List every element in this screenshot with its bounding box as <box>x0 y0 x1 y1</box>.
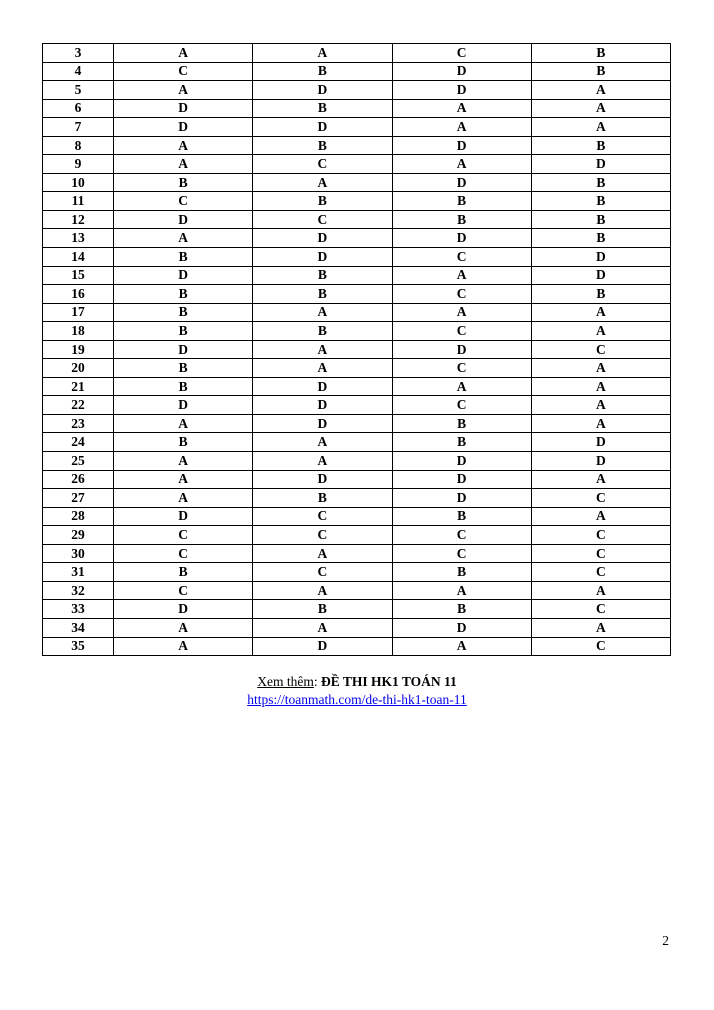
table-row <box>43 118 671 137</box>
answer-cell: D <box>253 248 392 267</box>
answer-cell: A <box>114 81 253 100</box>
answer-cell: C <box>531 489 670 508</box>
question-number-cell: 35 <box>43 637 114 656</box>
answer-cell: A <box>531 118 670 137</box>
answer-cell: A <box>392 118 531 137</box>
question-number-cell: 11 <box>43 192 114 211</box>
question-number-cell: 34 <box>43 618 114 637</box>
see-more-link-line <box>0 691 714 709</box>
answer-cell: A <box>114 470 253 489</box>
exam-link[interactable]: https://toanmath.com/de-thi-hk1-toan-11 <box>247 692 467 707</box>
answer-cell: A <box>531 99 670 118</box>
question-number-cell: 7 <box>43 118 114 137</box>
question-number-cell: 29 <box>43 526 114 545</box>
answer-cell: B <box>114 322 253 341</box>
table-row <box>43 340 671 359</box>
answer-cell: B <box>531 192 670 211</box>
answer-cell: D <box>392 489 531 508</box>
answer-cell: D <box>253 470 392 489</box>
answer-cell: D <box>392 81 531 100</box>
table-row <box>43 637 671 656</box>
question-number-cell: 6 <box>43 99 114 118</box>
answer-cell: B <box>531 136 670 155</box>
answer-cell: D <box>114 396 253 415</box>
answer-cell: C <box>253 563 392 582</box>
table-row <box>43 544 671 563</box>
answer-cell: B <box>253 285 392 304</box>
table-row <box>43 173 671 192</box>
answer-cell: A <box>531 470 670 489</box>
question-number-cell: 13 <box>43 229 114 248</box>
table-row <box>43 452 671 471</box>
answer-cell: A <box>531 396 670 415</box>
question-number-cell: 33 <box>43 600 114 619</box>
answer-cell: A <box>531 414 670 433</box>
question-number-cell: 15 <box>43 266 114 285</box>
question-number-cell: 14 <box>43 248 114 267</box>
answer-cell: D <box>392 136 531 155</box>
answer-cell: C <box>531 600 670 619</box>
table-row <box>43 563 671 582</box>
answer-cell: C <box>531 526 670 545</box>
table-row <box>43 414 671 433</box>
answer-cell: C <box>392 44 531 63</box>
answer-cell: A <box>531 359 670 378</box>
answer-cell: C <box>392 396 531 415</box>
answer-cell: D <box>531 155 670 174</box>
answer-cell: D <box>114 340 253 359</box>
page-number: 2 <box>662 933 669 948</box>
answer-cell: B <box>114 173 253 192</box>
table-row <box>43 359 671 378</box>
answer-cell: B <box>253 99 392 118</box>
answer-cell: A <box>114 414 253 433</box>
table-row <box>43 396 671 415</box>
answer-cell: D <box>531 452 670 471</box>
answer-cell: D <box>253 377 392 396</box>
table-row <box>43 377 671 396</box>
answer-cell: B <box>114 359 253 378</box>
answer-cell: D <box>531 248 670 267</box>
question-number-cell: 28 <box>43 507 114 526</box>
answer-cell: C <box>531 544 670 563</box>
answer-cell: C <box>253 155 392 174</box>
question-number-cell: 10 <box>43 173 114 192</box>
answer-cell: D <box>392 62 531 81</box>
answer-cell: A <box>253 433 392 452</box>
answer-cell: B <box>253 62 392 81</box>
answer-cell: A <box>531 303 670 322</box>
answer-cell: C <box>253 210 392 229</box>
answer-cell: B <box>531 229 670 248</box>
answer-cell: C <box>392 285 531 304</box>
answer-cell: B <box>114 433 253 452</box>
answer-cell: D <box>392 470 531 489</box>
question-number-cell: 19 <box>43 340 114 359</box>
answer-cell: B <box>531 62 670 81</box>
answer-cell: D <box>253 396 392 415</box>
answer-cell: B <box>253 136 392 155</box>
answer-cell: B <box>392 433 531 452</box>
answer-cell: A <box>114 489 253 508</box>
answer-cell: B <box>253 266 392 285</box>
table-row <box>43 248 671 267</box>
answer-cell: B <box>114 303 253 322</box>
table-row <box>43 322 671 341</box>
answer-cell: C <box>392 322 531 341</box>
answer-cell: D <box>114 266 253 285</box>
answer-cell: A <box>114 618 253 637</box>
table-row <box>43 44 671 63</box>
answer-cell: C <box>531 637 670 656</box>
answer-cell: C <box>114 544 253 563</box>
table-row <box>43 62 671 81</box>
answer-cell: A <box>392 155 531 174</box>
answer-cell: D <box>531 266 670 285</box>
question-number-cell: 32 <box>43 581 114 600</box>
table-row <box>43 433 671 452</box>
answer-cell: A <box>114 452 253 471</box>
answer-cell: D <box>253 118 392 137</box>
table-row <box>43 155 671 174</box>
answer-cell: D <box>114 600 253 619</box>
answer-cell: B <box>531 173 670 192</box>
question-number-cell: 16 <box>43 285 114 304</box>
answer-cell: B <box>114 377 253 396</box>
question-number-cell: 26 <box>43 470 114 489</box>
answer-cell: A <box>531 322 670 341</box>
answer-cell: A <box>253 303 392 322</box>
table-row <box>43 210 671 229</box>
question-number-cell: 9 <box>43 155 114 174</box>
table-row <box>43 581 671 600</box>
answer-cell: D <box>253 414 392 433</box>
table-row <box>43 229 671 248</box>
table-row <box>43 266 671 285</box>
answer-cell: D <box>114 118 253 137</box>
answer-cell: B <box>392 563 531 582</box>
table-row <box>43 303 671 322</box>
table-row <box>43 470 671 489</box>
answer-cell: D <box>531 433 670 452</box>
question-number-cell: 18 <box>43 322 114 341</box>
question-number-cell: 8 <box>43 136 114 155</box>
answer-cell: B <box>392 507 531 526</box>
answer-cell: A <box>392 581 531 600</box>
answer-cell: B <box>392 600 531 619</box>
answer-cell: D <box>114 210 253 229</box>
answer-cell: B <box>114 285 253 304</box>
question-number-cell: 25 <box>43 452 114 471</box>
table-row <box>43 81 671 100</box>
table-row <box>43 600 671 619</box>
answer-cell: C <box>392 544 531 563</box>
answer-cell: C <box>114 526 253 545</box>
answer-cell: A <box>253 618 392 637</box>
question-number-cell: 12 <box>43 210 114 229</box>
table-row <box>43 618 671 637</box>
answer-cell: A <box>392 99 531 118</box>
answer-cell: C <box>253 526 392 545</box>
answer-cell: A <box>531 507 670 526</box>
answer-cell: D <box>253 637 392 656</box>
question-number-cell: 20 <box>43 359 114 378</box>
answer-cell: D <box>253 229 392 248</box>
answer-cell: B <box>114 248 253 267</box>
answer-cell: B <box>392 414 531 433</box>
answer-cell: A <box>114 44 253 63</box>
question-number-cell: 31 <box>43 563 114 582</box>
answer-cell: A <box>253 359 392 378</box>
answer-key-body <box>43 44 671 656</box>
answer-cell: A <box>253 340 392 359</box>
question-number-cell: 17 <box>43 303 114 322</box>
answer-cell: A <box>531 81 670 100</box>
table-row <box>43 489 671 508</box>
answer-cell: A <box>392 266 531 285</box>
question-number-cell: 21 <box>43 377 114 396</box>
answer-cell: B <box>531 285 670 304</box>
answer-cell: B <box>114 563 253 582</box>
answer-cell: C <box>253 507 392 526</box>
question-number-cell: 22 <box>43 396 114 415</box>
answer-cell: B <box>392 210 531 229</box>
answer-cell: B <box>392 192 531 211</box>
answer-cell: C <box>392 359 531 378</box>
answer-cell: D <box>392 340 531 359</box>
answer-cell: A <box>253 581 392 600</box>
answer-cell: D <box>392 618 531 637</box>
question-number-cell: 30 <box>43 544 114 563</box>
question-number-cell: 27 <box>43 489 114 508</box>
answer-cell: C <box>531 340 670 359</box>
answer-cell: B <box>531 210 670 229</box>
answer-cell: B <box>253 192 392 211</box>
answer-cell: A <box>114 229 253 248</box>
answer-cell: A <box>114 136 253 155</box>
question-number-cell: 5 <box>43 81 114 100</box>
question-number-cell: 24 <box>43 433 114 452</box>
answer-cell: C <box>114 581 253 600</box>
question-number-cell: 4 <box>43 62 114 81</box>
answer-cell: A <box>392 377 531 396</box>
answer-cell: A <box>114 155 253 174</box>
answer-cell: D <box>253 81 392 100</box>
answer-cell: D <box>114 99 253 118</box>
answer-cell: C <box>114 62 253 81</box>
answer-cell: A <box>531 618 670 637</box>
answer-cell: C <box>392 526 531 545</box>
answer-cell: A <box>392 303 531 322</box>
answer-cell: A <box>253 452 392 471</box>
answer-cell: D <box>392 229 531 248</box>
answer-key-table <box>42 43 671 656</box>
answer-cell: A <box>253 44 392 63</box>
table-row <box>43 99 671 118</box>
see-more-title: ĐỀ THI HK1 TOÁN 11 <box>320 674 457 689</box>
answer-cell: C <box>531 563 670 582</box>
question-number-cell: 23 <box>43 414 114 433</box>
see-more-line <box>0 673 714 691</box>
answer-cell: B <box>253 322 392 341</box>
answer-cell: D <box>392 173 531 192</box>
table-row <box>43 192 671 211</box>
answer-cell: A <box>531 581 670 600</box>
answer-cell: B <box>531 44 670 63</box>
answer-cell: A <box>253 544 392 563</box>
question-number-cell: 3 <box>43 44 114 63</box>
answer-cell: A <box>531 377 670 396</box>
table-row <box>43 526 671 545</box>
answer-cell: A <box>392 637 531 656</box>
table-row <box>43 285 671 304</box>
see-more-separator: : <box>313 674 321 689</box>
answer-cell: A <box>114 637 253 656</box>
answer-cell: C <box>392 248 531 267</box>
answer-cell: D <box>392 452 531 471</box>
see-more-label: Xem thêm <box>257 674 314 689</box>
answer-cell: A <box>253 173 392 192</box>
answer-cell: C <box>114 192 253 211</box>
table-row <box>43 507 671 526</box>
answer-cell: B <box>253 600 392 619</box>
answer-cell: B <box>253 489 392 508</box>
table-row <box>43 136 671 155</box>
answer-cell: D <box>114 507 253 526</box>
